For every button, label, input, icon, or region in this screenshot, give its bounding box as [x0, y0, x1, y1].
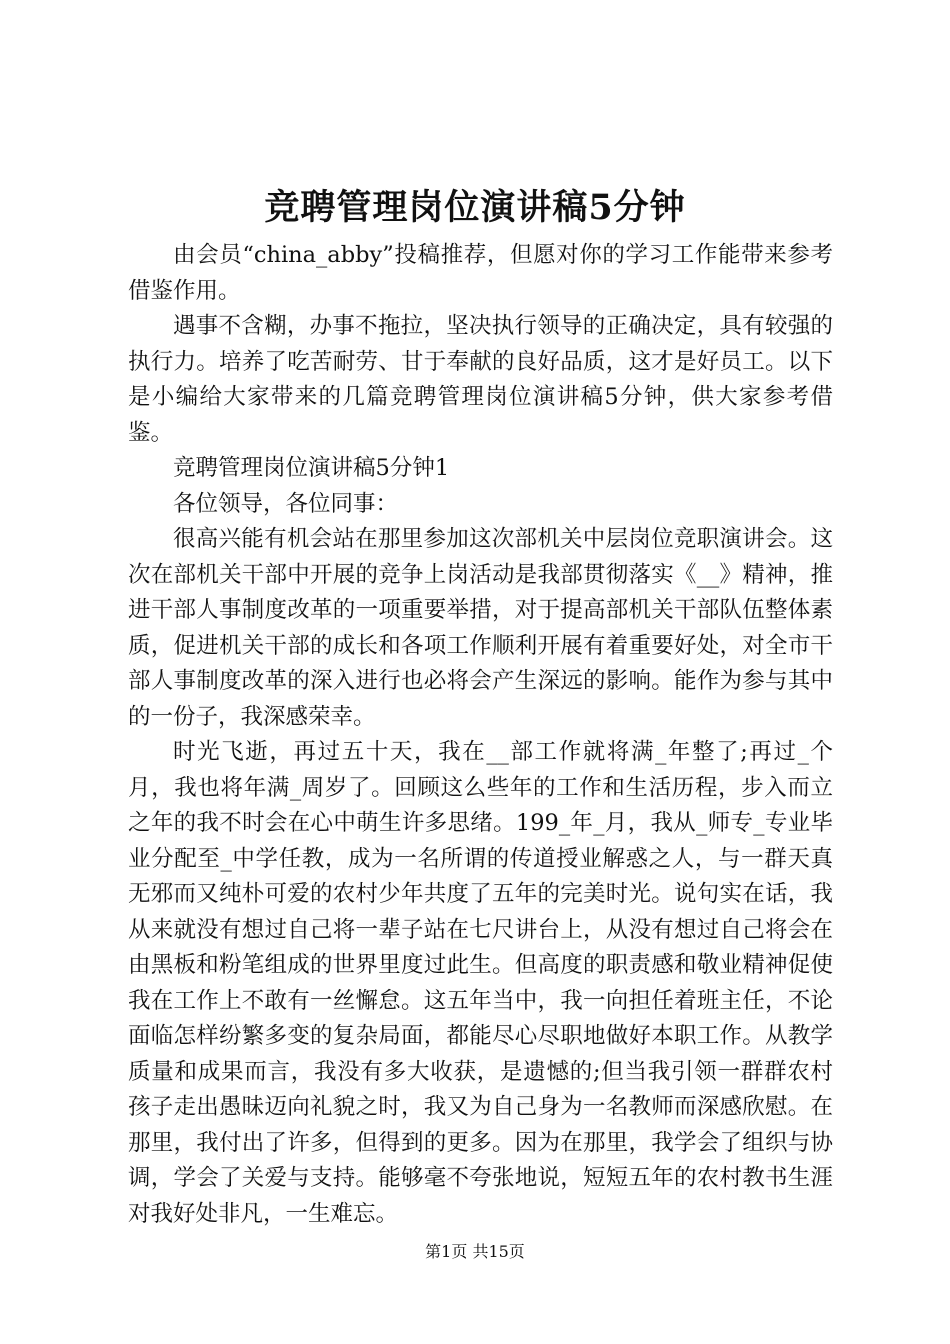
paragraph-experience: 时光飞逝，再过五十天，我在__部工作就将满_年整了;再过_个月，我也将年满_周岁了。回顾这么些年的工作和生活历程，步入而立之年的我不时会在心中萌生许多思绪。199_年_月，我从_师专_专业毕业分配至_中学任教，成为一名所谓的传道授业解惑之人，与一群天真无邪而又纯朴可爱的农村少年共度了五年的完美时光。说句实在话，我从来就没有想过自己将一辈子站在七尺讲台上，从没有想过自己将会在由黑板和粉笔组成的世界里度过此生。但高度的职责感和敬业精神促使我在工作上不敢有一丝懈怠。这五年当中，我一向担任着班主任，不论面临怎样纷繁多变的复杂局面，都能尽心尽职地做好本职工作。从教学质量和成果而言，我没有多大收获，是遗憾的;但当我引领一群群农村孩子走出愚昧迈向礼貌之时，我又为自己身为一名教师而深感欣慰。在那里，我付出了许多，但得到的更多。因为在那里，我学会了组织与协调，学会了关爱与支持。能够毫不夸张地说，短短五年的农村教书生涯对我好处非凡，一生难忘。: [128, 739, 833, 1227]
paragraph-summary: 遇事不含糊，办事不拖拉，坚决执行领导的正确决定，具有较强的执行力。培养了吃苦耐劳、甘于奉献的良好品质，这才是好员工。以下是小编给大家带来的几篇竞聘管理岗位演讲稿5分钟，供大家参考借鉴。: [128, 313, 833, 446]
paragraph-opening: 很高兴能有机会站在那里参加这次部机关中层岗位竞职演讲会。这次在部机关干部中开展的竞争上岗活动是我部贯彻落实《__》精神，推进干部人事制度改革的一项重要举措，对于提高部机关干部队伍整体素质，促进机关干部的成长和各项工作顺利开展有着重要好处，对全市干部人事制度改革的深入进行也必将会产生深远的影响。能作为参与其中的一份子，我深感荣幸。: [128, 526, 833, 730]
salutation: 各位领导，各位同事：: [173, 490, 399, 517]
document-body: [128, 238, 833, 1232]
paragraph-intro: 由会员“china_abby”投稿推荐，但愿对你的学习工作能带来参考借鉴作用。: [128, 242, 833, 304]
page-number: 第1页 共15页: [425, 1242, 525, 1261]
document-title: 竞聘管理岗位演讲稿5分钟: [264, 187, 686, 228]
section-heading: 竞聘管理岗位演讲稿5分钟1: [173, 455, 450, 481]
